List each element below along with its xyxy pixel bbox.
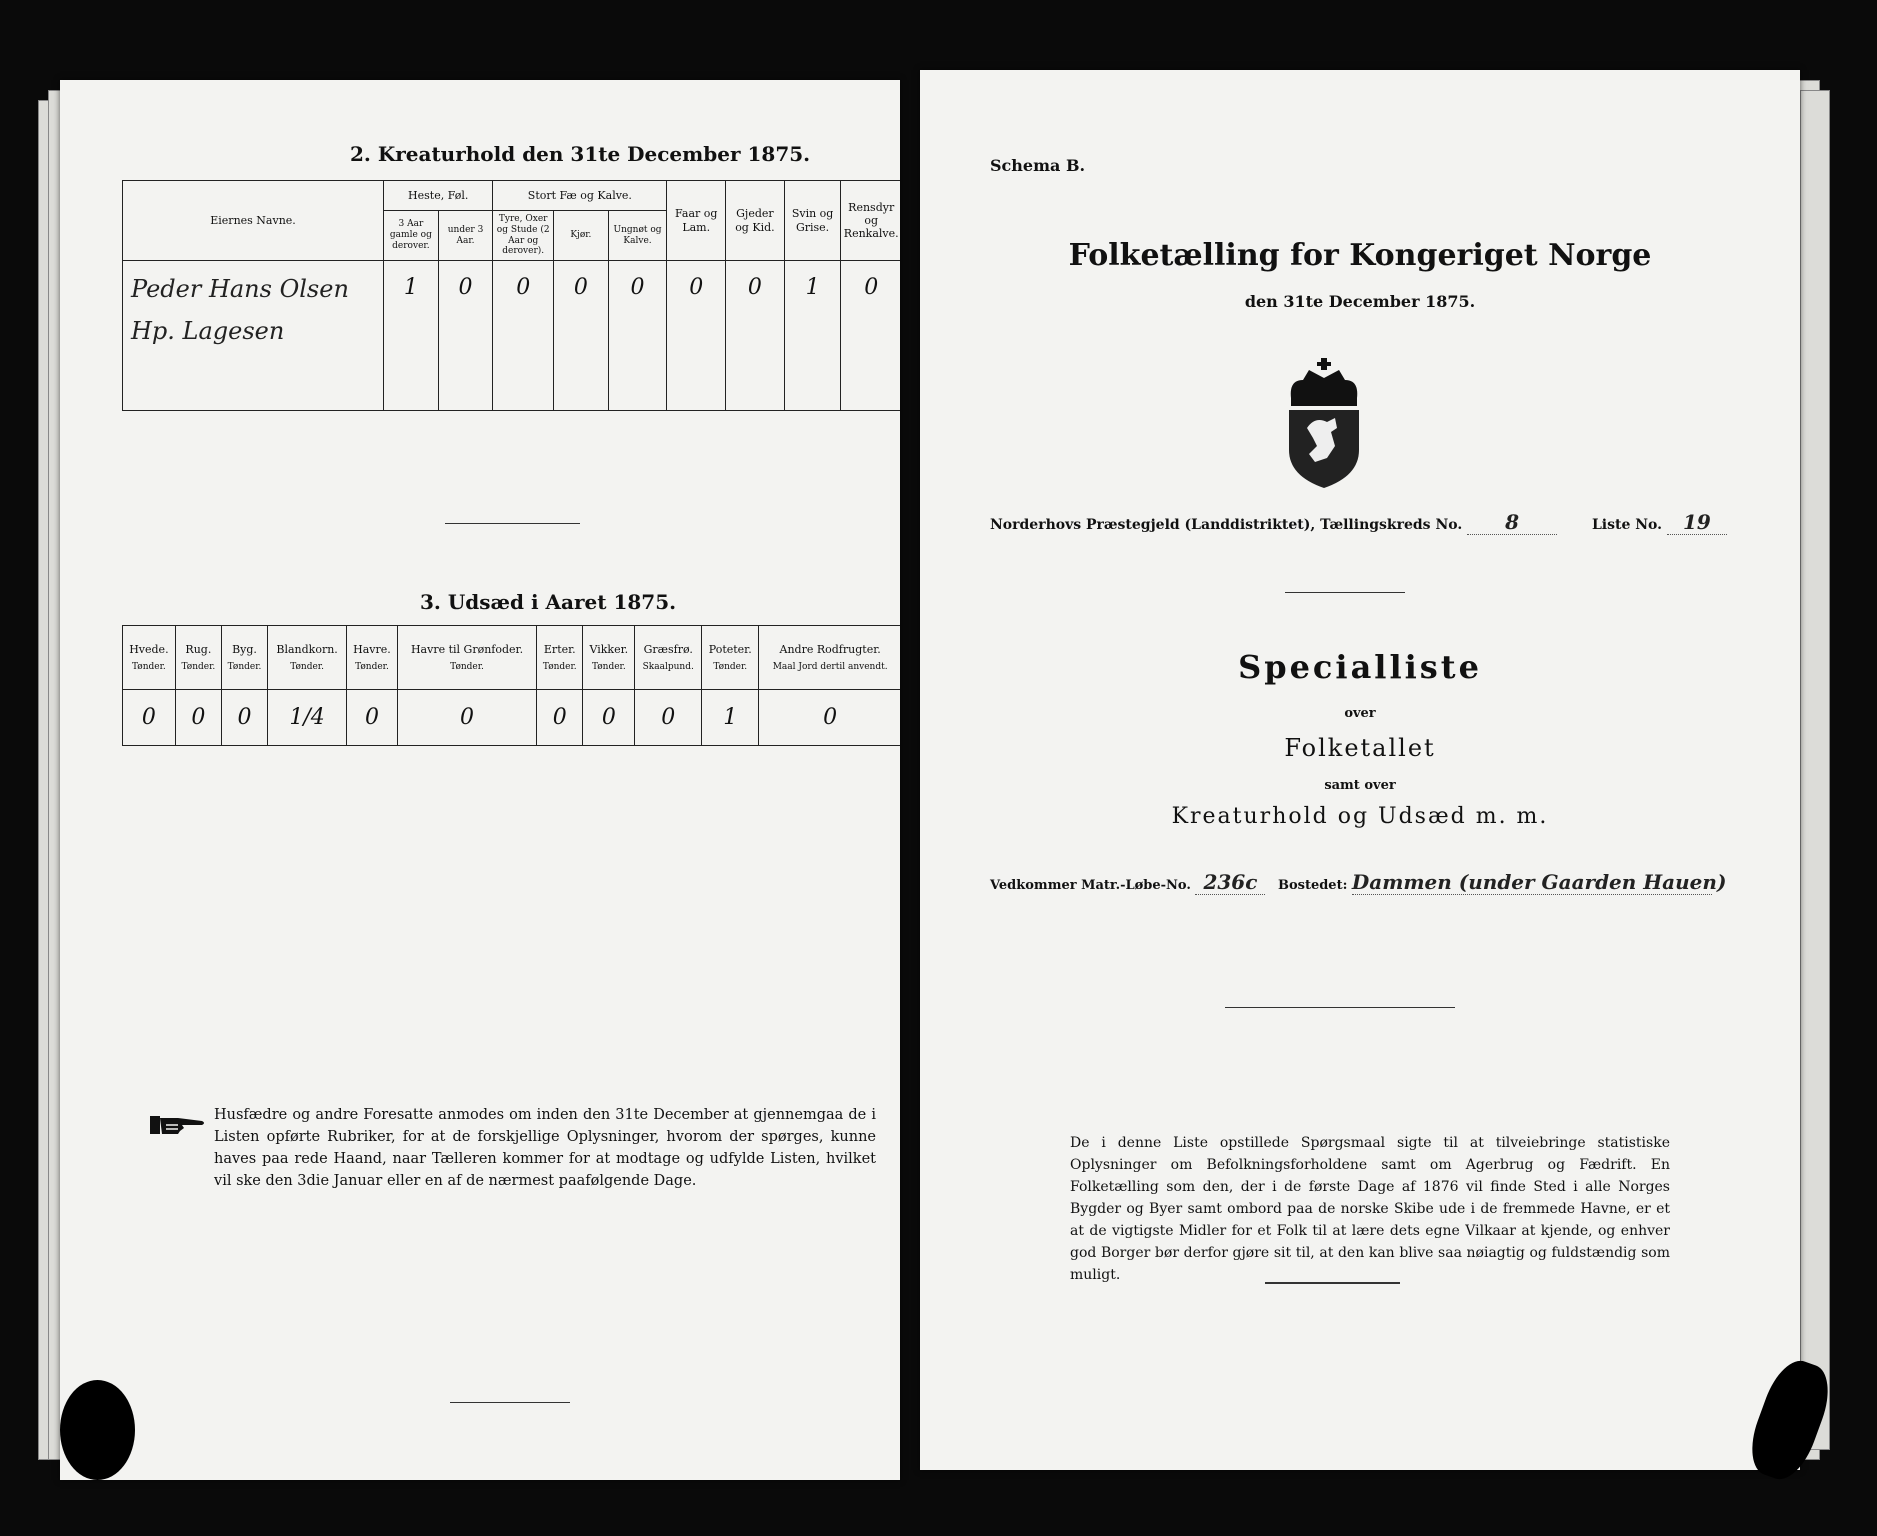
owner-name-line2: Hp. Lagesen [131, 317, 285, 346]
section2-title: 2. Kreaturhold den 31te December 1875. [350, 142, 811, 166]
cattle-cows-header: Kjør. [554, 211, 609, 261]
liste-label: Liste No. [1591, 517, 1663, 533]
matr-value: 236c [1195, 870, 1265, 895]
horses-young-header: under 3 Aar. [438, 211, 493, 261]
value-cell: 0 [667, 261, 726, 411]
seed-header-name: Havre. [353, 642, 391, 656]
value-cell [175, 690, 221, 746]
seed-header [537, 626, 583, 690]
notice-text: Husfædre og andre Foresatte anmodes om inden den 31te December at gjennemgaa de i Listen opførte Rubriker, for at de forskjellige Oplysninger, hvorom der spørges, kunne haves paa rede Haand, naar Tælleren kommer for at modtage og udfylde Listen, hvilket vil ske den 3die Januar eller en af de nærmest paafølgende Dage. [214, 1107, 876, 1189]
krets-label: Tællingskreds No. [1320, 517, 1463, 533]
seed-value: 0 [661, 705, 676, 730]
seed-value: 0 [191, 705, 206, 730]
right-page [920, 70, 1800, 1470]
seed-header [702, 626, 759, 690]
seed-value: 1 [723, 705, 738, 730]
seed-header-unit: Tønder. [542, 661, 577, 672]
value-cell [759, 690, 900, 746]
value-cell [268, 690, 347, 746]
divider [1265, 1282, 1400, 1284]
bosted-label: Bostedet: [1277, 878, 1348, 893]
seed-header [397, 626, 536, 690]
value-cell [123, 690, 176, 746]
seed-header-name: Hvede. [129, 642, 169, 656]
schema-label: Schema B. [990, 156, 1086, 175]
seed-table [122, 625, 900, 746]
divider [1285, 592, 1405, 593]
krets-value: 8 [1467, 510, 1557, 535]
seed-header-unit: Tønder. [290, 661, 324, 672]
seed-value: 0 [823, 705, 838, 730]
kreatur-heading: Kreaturhold og Udsæd m. m. [1171, 804, 1549, 829]
seed-value: 0 [364, 705, 379, 730]
district-label: Norderhovs Præstegjeld (Landdistriktet), [990, 517, 1316, 533]
seed-value: 0 [460, 705, 475, 730]
value-cell: 0 [608, 261, 667, 411]
seed-header-unit: Maal Jord dertil anvendt. [772, 661, 888, 672]
sheep-header: Faar og Lam. [667, 181, 726, 261]
main-title: Folketælling for Kongeriget Norge [1068, 238, 1652, 273]
goats-header: Gjeder og Kid. [726, 181, 785, 261]
over-label: over [1344, 706, 1376, 721]
pointing-hand-icon [148, 1112, 208, 1138]
divider [1225, 1007, 1455, 1008]
seed-value: 0 [141, 705, 156, 730]
seed-header [759, 626, 900, 690]
cattle-bulls-header: Tyre, Oxer og Stude (2 Aar og derover). [493, 211, 554, 261]
seed-header-name: Havre til Grønfoder. [410, 642, 524, 656]
matr-line [990, 870, 1727, 895]
left-page [60, 80, 900, 1480]
seed-header-unit: Tønder. [713, 661, 748, 672]
seed-header [221, 626, 267, 690]
divider [450, 1402, 570, 1403]
value-cell [221, 690, 267, 746]
seed-header [123, 626, 176, 690]
owner-name-line1: Peder Hans Olsen [131, 275, 349, 304]
value-cell [537, 690, 583, 746]
value-cell [583, 690, 635, 746]
seed-header-name: Byg. [232, 642, 257, 656]
horses-header: Heste, Føl. [384, 181, 493, 211]
value-cell [397, 690, 536, 746]
seed-header-unit: Skaalpund. [642, 661, 694, 672]
value-cell: 0 [493, 261, 554, 411]
census-date: den 31te December 1875. [1244, 292, 1476, 311]
reindeer-header: Rensdyr og Renkalve. [841, 181, 900, 261]
seed-header-unit: Tønder. [132, 661, 166, 672]
seed-header-unit: Tønder. [227, 661, 262, 672]
cattle-header: Stort Fæ og Kalve. [493, 181, 667, 211]
seed-header-name: Vikker. [589, 642, 629, 656]
seed-header [175, 626, 221, 690]
section3-title: 3. Udsæd i Aaret 1875. [420, 590, 677, 614]
seed-header-unit: Tønder. [450, 661, 484, 672]
book-clip [60, 1380, 135, 1480]
table-row [123, 261, 901, 411]
livestock-table [122, 180, 900, 411]
folketallet-heading: Folketallet [1284, 734, 1436, 762]
specialliste-heading: Specialliste [1238, 648, 1482, 686]
table-row [123, 690, 901, 746]
seed-header-name: Erter. [543, 642, 576, 656]
horses-old-header: 3 Aar gamle og derover. [384, 211, 439, 261]
seed-header [347, 626, 398, 690]
seed-header [635, 626, 702, 690]
divider [445, 523, 580, 524]
right-page-stack [1800, 90, 1830, 1450]
seed-header-unit: Tønder. [591, 661, 626, 672]
value-cell: 0 [726, 261, 785, 411]
value-cell [347, 690, 398, 746]
seed-value: 0 [601, 705, 616, 730]
value-cell [635, 690, 702, 746]
seed-header-name: Poteter. [708, 642, 752, 656]
seed-value: 0 [552, 705, 567, 730]
pigs-header: Svin og Grise. [784, 181, 841, 261]
district-line [990, 510, 1727, 535]
cattle-young-header: Ungnøt og Kalve. [608, 211, 667, 261]
value-cell [702, 690, 759, 746]
seed-value: 1/4 [289, 705, 325, 730]
samt-over-label: samt over [1324, 778, 1396, 793]
value-cell: 0 [841, 261, 900, 411]
seed-header-name: Andre Rodfrugter. [779, 642, 881, 656]
seed-header [268, 626, 347, 690]
seed-header [583, 626, 635, 690]
seed-header-name: Rug. [185, 642, 212, 656]
seed-header-name: Græsfrø. [643, 642, 693, 656]
seed-value: 0 [237, 705, 252, 730]
seed-header-name: Blandkorn. [276, 642, 338, 656]
owner-cell [123, 261, 384, 411]
seed-header-unit: Tønder. [355, 661, 389, 672]
norwegian-coat-of-arms-icon [1279, 358, 1369, 490]
matr-label: Vedkommer Matr.-Løbe-No. [990, 878, 1191, 893]
value-cell: 0 [438, 261, 493, 411]
value-cell: 1 [384, 261, 439, 411]
owner-header: Eiernes Navne. [123, 181, 384, 261]
bosted-value: Dammen (under Gaarden Hauen) [1351, 870, 1727, 894]
value-cell: 0 [554, 261, 609, 411]
purpose-paragraph: De i denne Liste opstillede Spørgsmaal sigte til at tilveiebringe statistiske Oplysninger om Befolkningsforholdene samt om Agerbrug og Fædrift. En Folketælling som den, der i de første Dage af 1876 vil finde Sted i alle Norges Bygder og Byer samt ombord paa de norske Skibe ude i de fremmede Havne, er et at de vigtigste Midler for et Folk til at lære dets egne Vilkaar at kjende, og enhver god Borger bør derfor gjøre sit til, at den kan blive saa nøiagtig og fuldstændig som muligt. [1070, 1135, 1670, 1283]
liste-value: 19 [1667, 510, 1727, 535]
seed-header-unit: Tønder. [181, 661, 216, 672]
value-cell: 1 [784, 261, 841, 411]
